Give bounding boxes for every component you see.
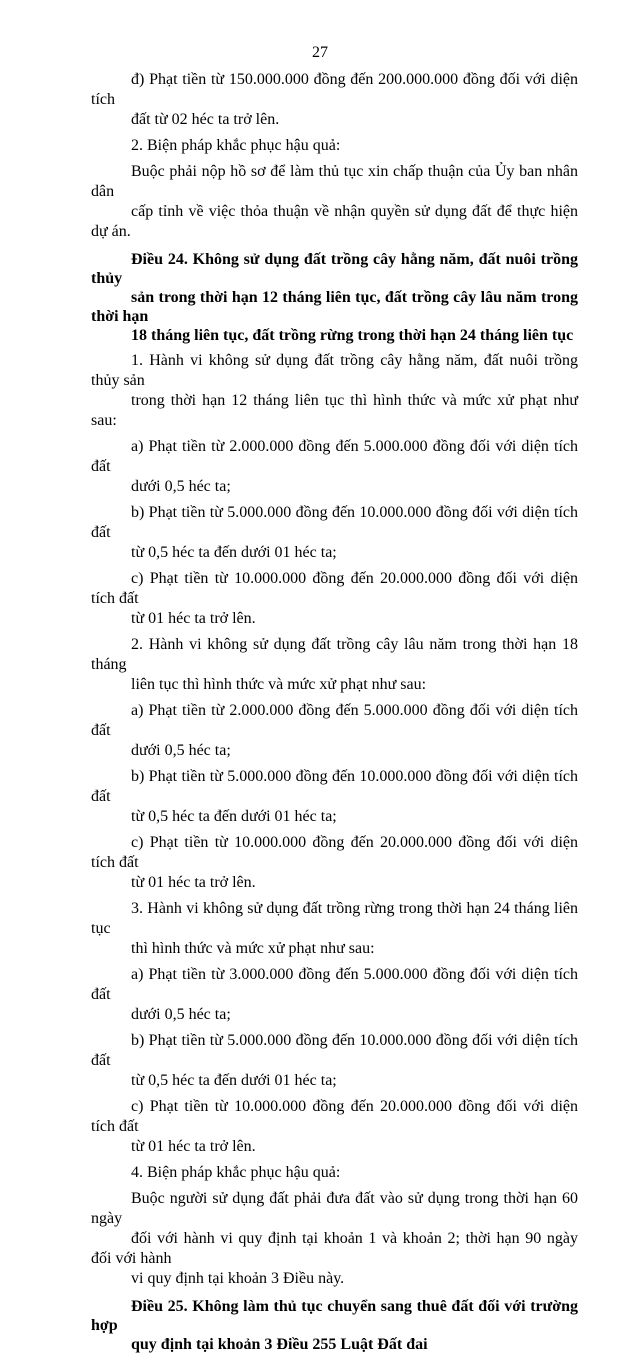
text-line: từ 01 héc ta trở lên. — [131, 874, 256, 891]
document-body — [91, 70, 578, 1360]
text-line: dưới 0,5 héc ta; — [131, 1006, 231, 1023]
article-24-clause-2 — [91, 635, 578, 701]
article-24-clause-2a — [91, 701, 578, 767]
text-line: Điều 24. Không sử dụng đất trồng cây hằng năm, đất nuôi trồng thủy — [91, 251, 578, 287]
text-line: vi quy định tại khoản 3 Điều này. — [131, 1270, 345, 1287]
article-24-clause-1 — [91, 351, 578, 437]
text-line: b) Phạt tiền từ 5.000.000 đồng đến 10.000.000 đồng đối với diện tích đất — [91, 768, 578, 805]
article-24-remedy-text — [91, 1189, 578, 1297]
article-24-title — [91, 250, 578, 351]
article-24-clause-1a — [91, 437, 578, 503]
article-24-clause-1c — [91, 569, 578, 635]
text-line: từ 0,5 héc ta đến dưới 01 héc ta; — [131, 808, 337, 825]
article-24-clause-4 — [91, 1163, 578, 1189]
text-line: từ 01 héc ta trở lên. — [131, 610, 256, 627]
article-24-clause-3b — [91, 1031, 578, 1097]
text-line: 3. Hành vi không sử dụng đất trồng rừng trong thời hạn 24 tháng liên tục — [91, 900, 578, 937]
article-24-clause-2c — [91, 833, 578, 899]
text-line: dưới 0,5 héc ta; — [131, 478, 231, 495]
text-line: sản trong thời hạn 12 tháng liên tục, đất trồng cây lâu năm trong thời hạn — [91, 289, 578, 325]
text-line: 18 tháng liên tục, đất trồng rừng trong thời hạn 24 tháng liên tục — [131, 327, 574, 344]
article-24-clause-3 — [91, 899, 578, 965]
article-24-clause-1b — [91, 503, 578, 569]
text-line: từ 0,5 héc ta đến dưới 01 héc ta; — [131, 1072, 337, 1089]
text-line: c) Phạt tiền từ 10.000.000 đồng đến 20.000.000 đồng đối với diện tích đất — [91, 570, 578, 607]
text-line: b) Phạt tiền từ 5.000.000 đồng đến 10.000.000 đồng đối với diện tích đất — [91, 504, 578, 541]
text-line: a) Phạt tiền từ 2.000.000 đồng đến 5.000.000 đồng đối với diện tích đất — [91, 702, 578, 739]
text-line: Buộc người sử dụng đất phải đưa đất vào sử dụng trong thời hạn 60 ngày — [91, 1190, 578, 1227]
article-24-clause-2b — [91, 767, 578, 833]
text-line: đ) Phạt tiền từ 150.000.000 đồng đến 200.000.000 đồng đối với diện tích — [91, 71, 578, 108]
text-line: Buộc phải nộp hồ sơ để làm thủ tục xin chấp thuận của Ủy ban nhân dân — [91, 163, 578, 200]
text-line: 2. Biện pháp khắc phục hậu quả: — [131, 137, 341, 154]
text-line: Điều 25. Không làm thủ tục chuyển sang thuê đất đối với trường hợp — [91, 1298, 578, 1334]
text-line: thì hình thức và mức xử phạt như sau: — [131, 940, 375, 957]
text-line: đất từ 02 héc ta trở lên. — [131, 111, 280, 128]
text-line: đối với hành vi quy định tại khoản 1 và khoản 2; thời hạn 90 ngày đối với hành — [91, 1230, 578, 1267]
text-line: dưới 0,5 héc ta; — [131, 742, 231, 759]
text-line: liên tục thì hình thức và mức xử phạt như sau: — [131, 676, 427, 693]
article-24-clause-3a — [91, 965, 578, 1031]
text-line: c) Phạt tiền từ 10.000.000 đồng đến 20.000.000 đồng đối với diện tích đất — [91, 834, 578, 871]
text-line: 4. Biện pháp khắc phục hậu quả: — [131, 1164, 341, 1181]
text-line: từ 0,5 héc ta đến dưới 01 héc ta; — [131, 544, 337, 561]
article-25-title — [91, 1297, 578, 1360]
text-line: 2. Hành vi không sử dụng đất trồng cây lâu năm trong thời hạn 18 tháng — [91, 636, 578, 673]
text-line: c) Phạt tiền từ 10.000.000 đồng đến 20.000.000 đồng đối với diện tích đất — [91, 1098, 578, 1135]
article-24-clause-3c — [91, 1097, 578, 1163]
paragraph-remedy-text — [91, 162, 578, 250]
text-line: trong thời hạn 12 tháng liên tục thì hình thức và mức xử phạt như sau: — [91, 392, 578, 429]
text-line: b) Phạt tiền từ 5.000.000 đồng đến 10.000.000 đồng đối với diện tích đất — [91, 1032, 578, 1069]
paragraph-fine-d — [91, 70, 578, 136]
text-line: từ 01 héc ta trở lên. — [131, 1138, 256, 1155]
text-line: 1. Hành vi không sử dụng đất trồng cây hằng năm, đất nuôi trồng thủy sản — [91, 352, 578, 389]
text-line: a) Phạt tiền từ 3.000.000 đồng đến 5.000.000 đồng đối với diện tích đất — [91, 966, 578, 1003]
text-line: quy định tại khoản 3 Điều 255 Luật Đất đai — [131, 1336, 428, 1353]
text-line: a) Phạt tiền từ 2.000.000 đồng đến 5.000.000 đồng đối với diện tích đất — [91, 438, 578, 475]
text-line: cấp tỉnh về việc thỏa thuận về nhận quyền sử dụng đất để thực hiện dự án. — [91, 203, 578, 240]
paragraph-remedy-heading — [91, 136, 578, 162]
page-number: 27 — [312, 44, 328, 61]
